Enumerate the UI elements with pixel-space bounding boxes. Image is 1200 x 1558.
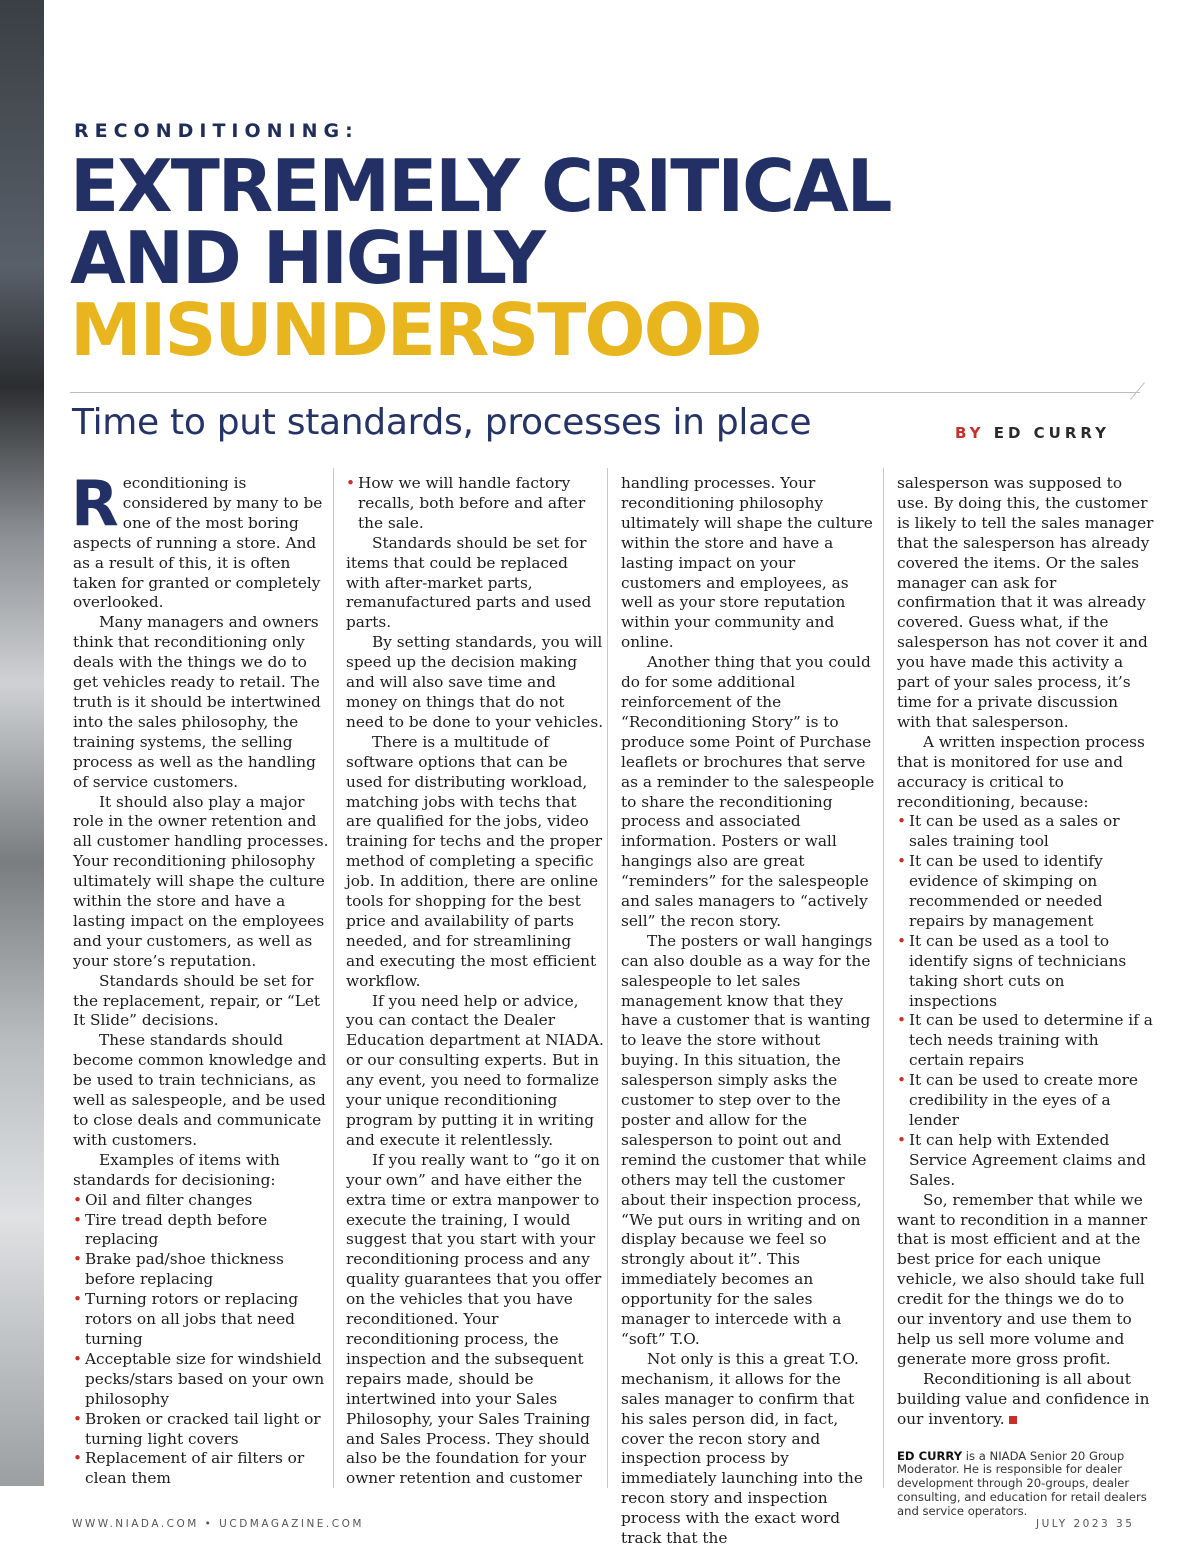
article-column-1 bbox=[71, 467, 331, 1489]
paragraph: These standards should become common knowledge and be used to train technicians, as well as salespeople, and be used to close deals and communicate with customers. bbox=[73, 1031, 327, 1149]
list-item: • Turning rotors or replacing rotors on all jobs that need turning bbox=[73, 1290, 331, 1350]
paragraph: There is a multitude of software options that can be used for distributing workload, matching jobs with techs that are qualified for the jobs, video training for techs and the proper method of completing a specific job. In addition, there are online tools for shopping for the best price and availability of parts needed, and for streamlining and executing the most efficient workflow. bbox=[346, 732, 603, 990]
column-separator bbox=[333, 468, 334, 1488]
bullet-list bbox=[346, 474, 604, 534]
footer-website: WWW.NIADA.COM • UCDMAGAZINE.COM bbox=[72, 1518, 364, 1530]
list-item: • Replacement of air filters or clean them bbox=[73, 1449, 331, 1489]
list-item: • Oil and filter changes bbox=[73, 1191, 331, 1211]
list-item: • Acceptable size for windshield pecks/stars based on your own philosophy bbox=[73, 1350, 331, 1410]
paragraph: If you really want to “go it on your own” and have either the extra time or extra manpower to execute the training, I would suggest that you start with your reconditioning process and any quality guarantees that you offer on the vehicles that you have reconditioned. Your reconditioning process, the inspection and the subsequent repairs made, should be intertwined into your Sales Philosophy, your Sales Training and Sales Process. They should also be the foundation for your owner retention and customer bbox=[346, 1150, 602, 1488]
paragraph: Reconditioning is all about building value and confidence in our inventory. bbox=[897, 1369, 1150, 1428]
paragraph: If you need help or advice, you can contact the Dealer Education department at NIADA. or our consulting experts. But in any event, you need to formalize your unique reconditioning program by putting it in writing and execute it relentlessly. bbox=[346, 991, 604, 1149]
paragraph: The posters or wall hangings can also double as a way for the salespeople to let sales management know that they have a customer that is wanting to leave the store without buying. In this situation, the salesperson simply asks the customer to step over to the poster and allow for the salesperson to point out and remind the customer that while others may tell the customer about their inspection process, “We put ours in writing and on display because we feel so strongly about it”. This immediately becomes an opportunity for the sales manager to intercede with a “soft” T.O. bbox=[621, 931, 873, 1348]
footer-date-page: JULY 2023 35 bbox=[1036, 1518, 1135, 1530]
article-column-4 bbox=[897, 474, 1155, 1518]
paragraph: Not only is this a great T.O. mechanism, it allows for the sales manager to confirm that his sales person did, in fact, cover the recon story and inspection process by immediately launching into the recon story and inspection process with the exact word track that the bbox=[621, 1349, 863, 1548]
paragraph: handling processes. Your reconditioning philosophy ultimately will shape the culture within the store and have a lasting impact on your customers and employees, as well as your store reputation within your community and online. bbox=[621, 474, 873, 652]
headline-line-3: MISUNDERSTOOD bbox=[70, 288, 761, 372]
list-item: • It can be used as a tool to identify signs of technicians taking short cuts on inspections bbox=[897, 932, 1155, 1012]
paragraph: Another thing that you could do for some additional reinforcement of the “Reconditioning Story” is to produce some Point of Purchase leaflets or brochures that serve as a reminder to the salespeople to share the reconditioning process and associated information. Posters or wall hangings also are great “reminders” for the salespeople and sales managers to “actively sell” the recon story. bbox=[621, 653, 875, 930]
paragraph: It should also play a major role in the owner retention and all customer handling processes. Your reconditioning philosophy ultimately will shape the culture within the store and have a lasting impact on the employees and your customers, as well as your store’s reputation. bbox=[73, 792, 329, 970]
paragraph: Standards should be set for the replacement, repair, or “Let It Slide” decisions. bbox=[73, 971, 321, 1030]
header-rule bbox=[70, 392, 1140, 393]
paragraph: Examples of items with standards for decisioning: bbox=[73, 1150, 280, 1189]
subtitle: Time to put standards, processes in place bbox=[72, 402, 812, 443]
author-bio-text: is a NIADA Senior 20 Group Moderator. He is responsible for dealer development through 20-groups, dealer consulting, and education for retail dealers and service operators. bbox=[897, 1448, 1147, 1518]
list-item: • It can help with Extended Service Agreement claims and Sales. bbox=[897, 1131, 1155, 1191]
byline-by: BY bbox=[955, 424, 985, 442]
paragraph: So, remember that while we want to recondition in a manner that is most efficient and at the best price for each unique vehicle, we also should take full credit for the things we do to our inventory and use them to help us sell more volume and generate more gross profit. bbox=[897, 1190, 1148, 1368]
author-bio bbox=[897, 1450, 1155, 1519]
list-item: • It can be used to identify evidence of skimping on recommended or needed repairs by management bbox=[897, 852, 1155, 932]
column-separator bbox=[883, 468, 884, 1488]
list-item: • It can be used to create more credibility in the eyes of a lender bbox=[897, 1071, 1155, 1131]
bullet-list bbox=[73, 1191, 331, 1490]
article-column-2 bbox=[346, 474, 604, 1489]
column-separator bbox=[607, 468, 608, 1488]
end-mark-icon bbox=[1009, 1416, 1017, 1424]
headline bbox=[70, 144, 891, 372]
paragraph: Standards should be set for items that could be replaced with after-market parts, remanufactured parts and used parts. bbox=[346, 533, 592, 632]
byline-author: ED CURRY bbox=[993, 424, 1110, 442]
list-item: • Brake pad/shoe thickness before replacing bbox=[73, 1250, 331, 1290]
headline-line-1: EXTREMELY CRITICAL bbox=[70, 144, 891, 228]
paragraph: Many managers and owners think that reconditioning only deals with the things we do to get vehicles ready to retail. The truth is it should be intertwined into the sales philosophy, the training systems, the selling process as well as the handling of service customers. bbox=[73, 613, 321, 791]
list-item: • How we will handle factory recalls, both before and after the sale. bbox=[346, 474, 604, 534]
drop-cap: R bbox=[71, 467, 119, 540]
byline bbox=[955, 424, 1110, 442]
article-column-3 bbox=[621, 474, 879, 1549]
header-rule-tick bbox=[1130, 382, 1145, 399]
list-item: • It can be used to determine if a tech needs training with certain repairs bbox=[897, 1011, 1155, 1071]
list-item: • Tire tread depth before replacing bbox=[73, 1211, 331, 1251]
paragraph: Reconditioning is considered by many to be one of the most boring aspects of running a store. And as a result of this, it is often taken for granted or completely overlooked. bbox=[71, 467, 323, 612]
paragraph: salesperson was supposed to use. By doing this, the customer is likely to tell the sales manager that the salesperson has already covered the items. Or the sales manager can ask for confirmation that it was already covered. Guess what, if the salesperson has not cover it and you have made this activity a part of your sales process, it’s time for a private discussion with that salesperson. bbox=[897, 474, 1154, 731]
list-item: • It can be used as a sales or sales training tool bbox=[897, 812, 1155, 852]
paragraph: A written inspection process that is monitored for use and accuracy is critical to reconditioning, because: bbox=[897, 732, 1145, 811]
headline-line-2: AND HIGHLY bbox=[70, 216, 545, 300]
kicker: RECONDITIONING: bbox=[74, 120, 359, 142]
background-photo-strip bbox=[0, 0, 44, 1486]
paragraph: By setting standards, you will speed up the decision making and will also save time and money on things that do not need to be done to your vehicles. bbox=[346, 633, 604, 731]
list-item: • Broken or cracked tail light or turning light covers bbox=[73, 1410, 331, 1450]
author-bio-name: ED CURRY bbox=[897, 1448, 963, 1463]
bullet-list bbox=[897, 812, 1155, 1190]
